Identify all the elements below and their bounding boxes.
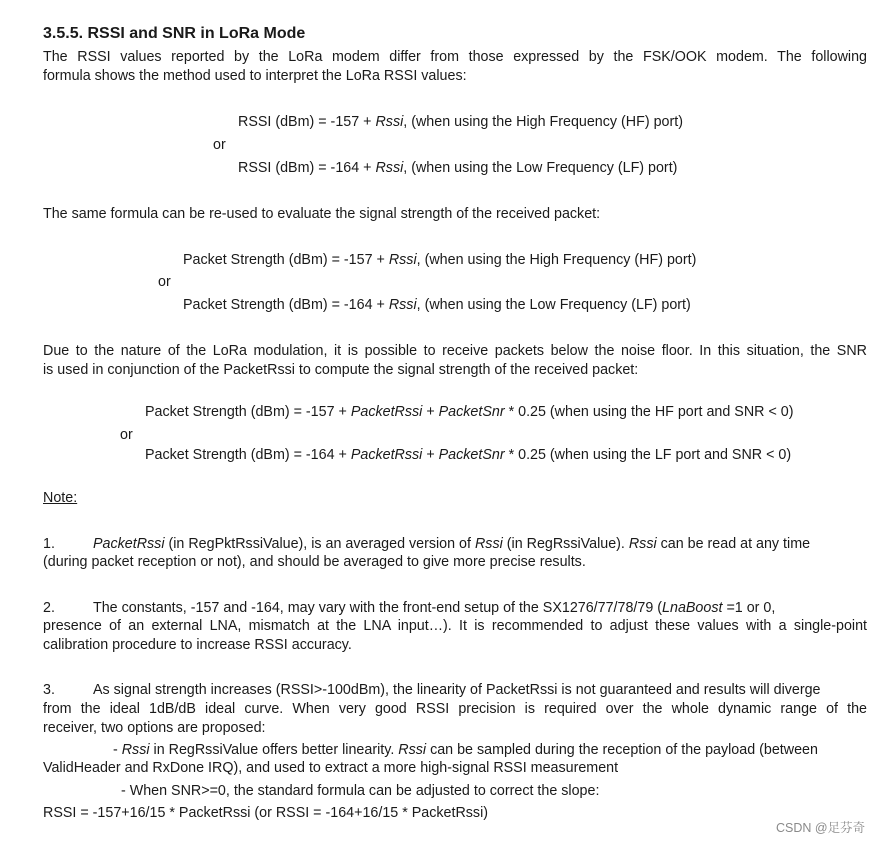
note-1-line-1: PacketRssi (in RegPktRssiValue), is an averaged version of Rssi (in RegRssiValue). Rssi can be read at any time bbox=[93, 536, 811, 552]
section-heading: 3.5.5. RSSI and SNR in LoRa Mode bbox=[43, 25, 306, 42]
note-2-number: 2. bbox=[43, 600, 55, 616]
packet-intro: The same formula can be re-used to evaluate the signal strength of the received packet: bbox=[43, 206, 601, 222]
intro-paragraph bbox=[43, 48, 867, 85]
formula-packet-lf: Packet Strength (dBm) = -164 + Rssi, (when using the Low Frequency (LF) port) bbox=[183, 297, 691, 313]
formula-rssi-lf: RSSI (dBm) = -164 + Rssi, (when using the Low Frequency (LF) port) bbox=[238, 160, 678, 176]
note-1-number: 1. bbox=[43, 536, 55, 552]
note-2-continuation bbox=[43, 617, 867, 654]
note-2-line-2: presence of an external LNA, mismatch at the LNA input…). It is recommended to adjust these values with a single-point bbox=[43, 618, 867, 634]
note-3-number: 3. bbox=[43, 682, 55, 698]
intro-line-1: The RSSI values reported by the LoRa modem differ from those expressed by the FSK/OOK modem. The following bbox=[43, 49, 867, 65]
note-3-option-1-line-2: ValidHeader and RxDone IRQ), and used to extract a more high-signal RSSI measurement bbox=[43, 760, 619, 776]
formula-snr-or: or bbox=[120, 427, 133, 443]
note-2-line-1: The constants, -157 and -164, may vary with the front-end setup of the SX1276/77/78/79 (LnaBoost =1 or 0, bbox=[93, 600, 776, 616]
snr-intro-line-2: is used in conjunction of the PacketRssi to compute the signal strength of the received packet: bbox=[43, 361, 639, 378]
note-label: Note: bbox=[43, 490, 78, 506]
formula-rssi-or: or bbox=[213, 137, 226, 153]
note-3-option-1-line-1: - Rssi in RegRssiValue offers better linearity. Rssi can be sampled during the reception of the payload (between bbox=[113, 742, 818, 758]
note-3-option-2: - When SNR>=0, the standard formula can be adjusted to correct the slope: bbox=[121, 783, 600, 799]
formula-rssi-hf: RSSI (dBm) = -157 + Rssi, (when using the High Frequency (HF) port) bbox=[238, 114, 683, 130]
formula-packet-or: or bbox=[158, 274, 171, 290]
snr-intro-paragraph bbox=[43, 342, 867, 379]
note-3-line-1: As signal strength increases (RSSI>-100dBm), the linearity of PacketRssi is not guaranteed and results will diverge bbox=[93, 682, 821, 698]
note-3-final-formula: RSSI = -157+16/15 * PacketRssi (or RSSI = -164+16/15 * PacketRssi) bbox=[43, 805, 489, 821]
formula-packet-hf: Packet Strength (dBm) = -157 + Rssi, (when using the High Frequency (HF) port) bbox=[183, 252, 697, 268]
intro-line-2: formula shows the method used to interpret the LoRa RSSI values: bbox=[43, 67, 467, 84]
note-3-line-2: from the ideal 1dB/dB ideal curve. When very good RSSI precision is required over the whole dynamic range of the bbox=[43, 701, 867, 717]
note-3-line-3: receiver, two options are proposed: bbox=[43, 719, 266, 736]
note-1-line-2: (during packet reception or not), and should be averaged to give more precise results. bbox=[43, 554, 586, 570]
note-3-continuation bbox=[43, 700, 867, 737]
note-2-line-3: calibration procedure to increase RSSI accuracy. bbox=[43, 636, 352, 653]
snr-intro-line-1: Due to the nature of the LoRa modulation, it is possible to receive packets below the noise floor. In this situation, the SNR bbox=[43, 343, 867, 359]
watermark: CSDN @足芬奇 bbox=[776, 821, 866, 835]
formula-snr-lf: Packet Strength (dBm) = -164 + PacketRssi + PacketSnr * 0.25 (when using the LF port and SNR < 0) bbox=[145, 447, 792, 463]
formula-snr-hf: Packet Strength (dBm) = -157 + PacketRssi + PacketSnr * 0.25 (when using the HF port and SNR < 0) bbox=[145, 404, 794, 420]
